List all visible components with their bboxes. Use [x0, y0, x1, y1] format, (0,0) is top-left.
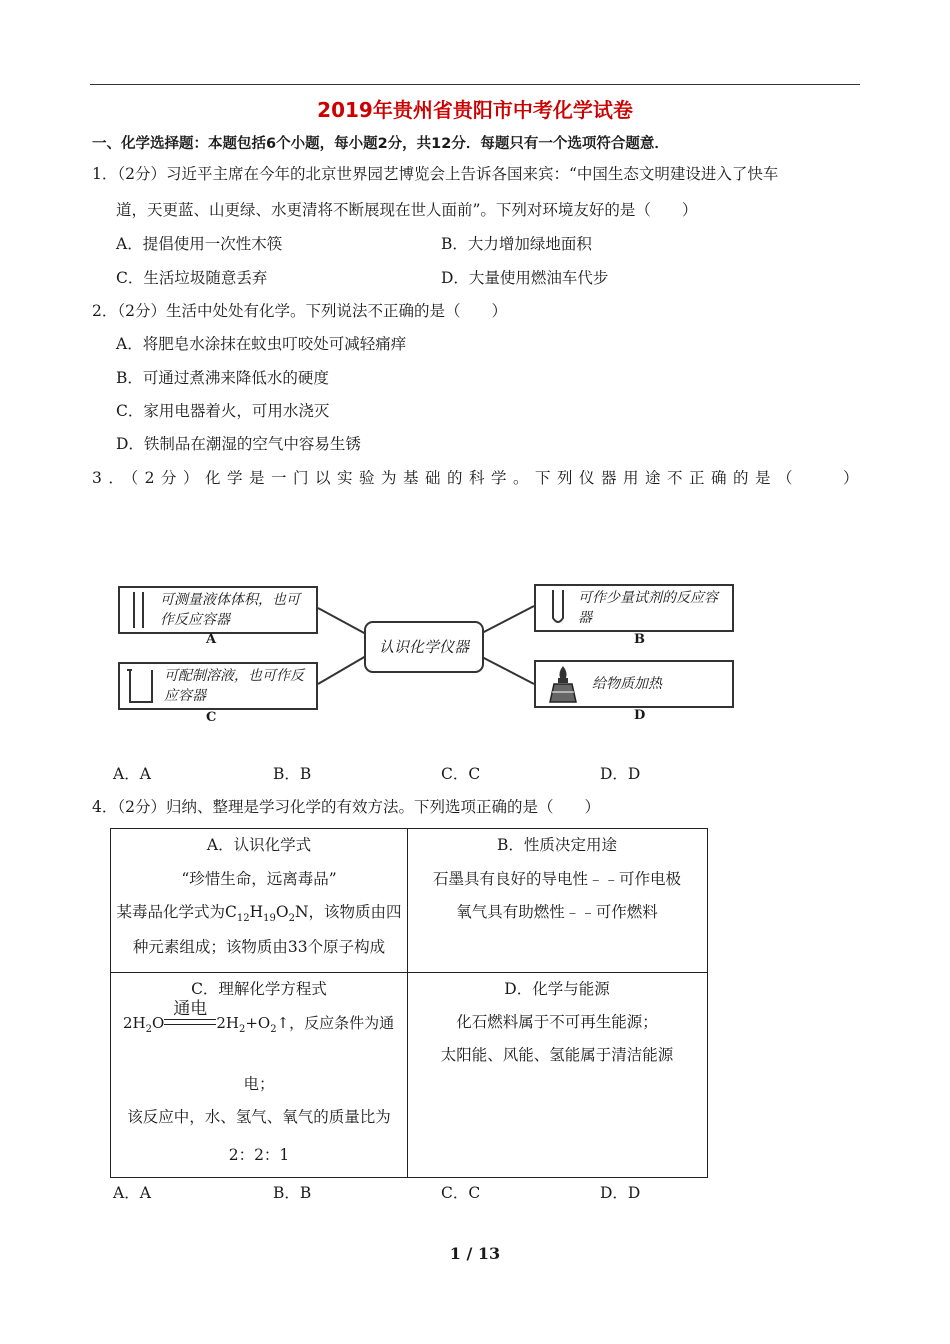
q3-option-a: A．A: [113, 765, 151, 783]
q3-stem: 3．（2分）化学是一门以实验为基础的科学。下列仪器用途不正确的是（ ）: [92, 469, 865, 487]
label-a: A: [206, 632, 217, 647]
q2-stem: 2．（2分）生活中处处有化学。下列说法不正确的是（ ）: [92, 302, 507, 320]
q4-stem: 4．（2分）归纳、整理是学习化学的有效方法。下列选项正确的是（ ）: [92, 798, 600, 816]
label-c: C: [206, 710, 217, 725]
q4-option-a: A．A: [113, 1184, 151, 1202]
q2-option-c: C．家用电器着火，可用水浇灭: [116, 402, 330, 420]
box-b: [534, 584, 734, 632]
q2-option-d: D．铁制品在潮湿的空气中容易生锈: [116, 435, 361, 453]
box-c-text: 可配制溶液，也可作反应容器: [164, 668, 304, 704]
cell-b-line1: 石墨具有良好的导电性﹣﹣可作电极: [432, 870, 681, 888]
cell-b-line2: 氧气具有助燃性﹣﹣可作燃料: [456, 903, 658, 921]
reaction-condition: 通电: [164, 1013, 216, 1033]
cell-d-line1: 化石燃料属于不可再生能源；: [456, 1013, 658, 1031]
section-heading: 一、化学选择题：本题包括6个小题，每小题2分，共12分．每题只有一个选项符合题意．: [92, 136, 669, 152]
label-b: B: [634, 632, 645, 647]
table-divider-vertical: [407, 829, 408, 1177]
q1-stem-line1: 1．（2分）习近平主席在今年的北京世界园艺博览会上告诉各国来宾：“中国生态文明建设进入了快车: [92, 165, 779, 183]
cell-a-head: A．认识化学式: [206, 836, 312, 854]
box-a-text: 可测量液体体积，也可作反应容器: [160, 592, 300, 628]
q3-option-d: D．D: [600, 765, 641, 783]
cell-c-head: C．理解化学方程式: [191, 980, 327, 998]
q1-option-b: B．大力增加绿地面积: [441, 235, 592, 253]
graduated-cylinder-icon: [128, 590, 150, 630]
q3-option-c: C．C: [441, 765, 481, 783]
q2-option-a: A．将肥皂水涂抹在蚊虫叮咬处可减轻痛痒: [116, 335, 407, 353]
q1-option-c: C．生活垃圾随意丢弃: [116, 269, 268, 287]
alcohol-lamp-icon: [542, 662, 584, 704]
q4-options-table: [110, 828, 708, 1178]
cell-a-line1: “珍惜生命，远离毒品”: [181, 870, 337, 888]
cell-b-head: B．性质决定用途: [497, 836, 617, 854]
box-d-text: 给物质加热: [592, 676, 662, 692]
label-d: D: [634, 708, 646, 723]
chemical-equation: $2H_2O$ 通电 $2H_2+O_2↑$，反应条件为通: [123, 999, 395, 1035]
box-d: [534, 660, 734, 708]
box-a: [118, 586, 318, 634]
table-divider-horizontal: [111, 972, 707, 973]
instrument-diagram: [110, 572, 750, 732]
cell-c-line2: 电；: [243, 1075, 275, 1093]
cell-c-line4: 2：2：1: [228, 1146, 290, 1164]
q3-option-b: B．B: [273, 765, 312, 783]
box-b-text: 可作少量试剂的反应容器: [578, 590, 718, 626]
q4-option-b: B．B: [273, 1184, 312, 1202]
cell-a-line2: 某毒品化学式为$C_{12}H_{19}O_2N$，该物质由四: [116, 903, 402, 925]
page-title: 2019年贵州省贵阳市中考化学试卷: [317, 98, 633, 122]
cell-c-line3: 该反应中，水、氢气、氧气的质量比为: [127, 1108, 391, 1126]
cell-d-line2: 太阳能、风能、氢能属于清洁能源: [440, 1046, 674, 1064]
q4-option-c: C．C: [441, 1184, 481, 1202]
cell-d-head: D．化学与能源: [504, 980, 610, 998]
page-number: 1 / 13: [449, 1244, 501, 1263]
box-c: [118, 662, 318, 710]
q1-stem-line2: 道，天更蓝、山更绿、水更清将不断展现在世人面前”。下列对环境友好的是（ ）: [116, 201, 698, 219]
q1-option-d: D．大量使用燃油车代步: [441, 269, 609, 287]
beaker-icon: [126, 666, 156, 706]
test-tube-icon: [548, 588, 568, 628]
q4-option-d: D．D: [600, 1184, 641, 1202]
center-box: 认识化学仪器: [364, 621, 484, 673]
q1-option-a: A．提倡使用一次性木筷: [116, 235, 283, 253]
q2-option-b: B．可通过煮沸来降低水的硬度: [116, 369, 329, 387]
top-rule: [90, 84, 860, 85]
cell-a-line3: 种元素组成；该物质由33个原子构成: [132, 938, 386, 956]
